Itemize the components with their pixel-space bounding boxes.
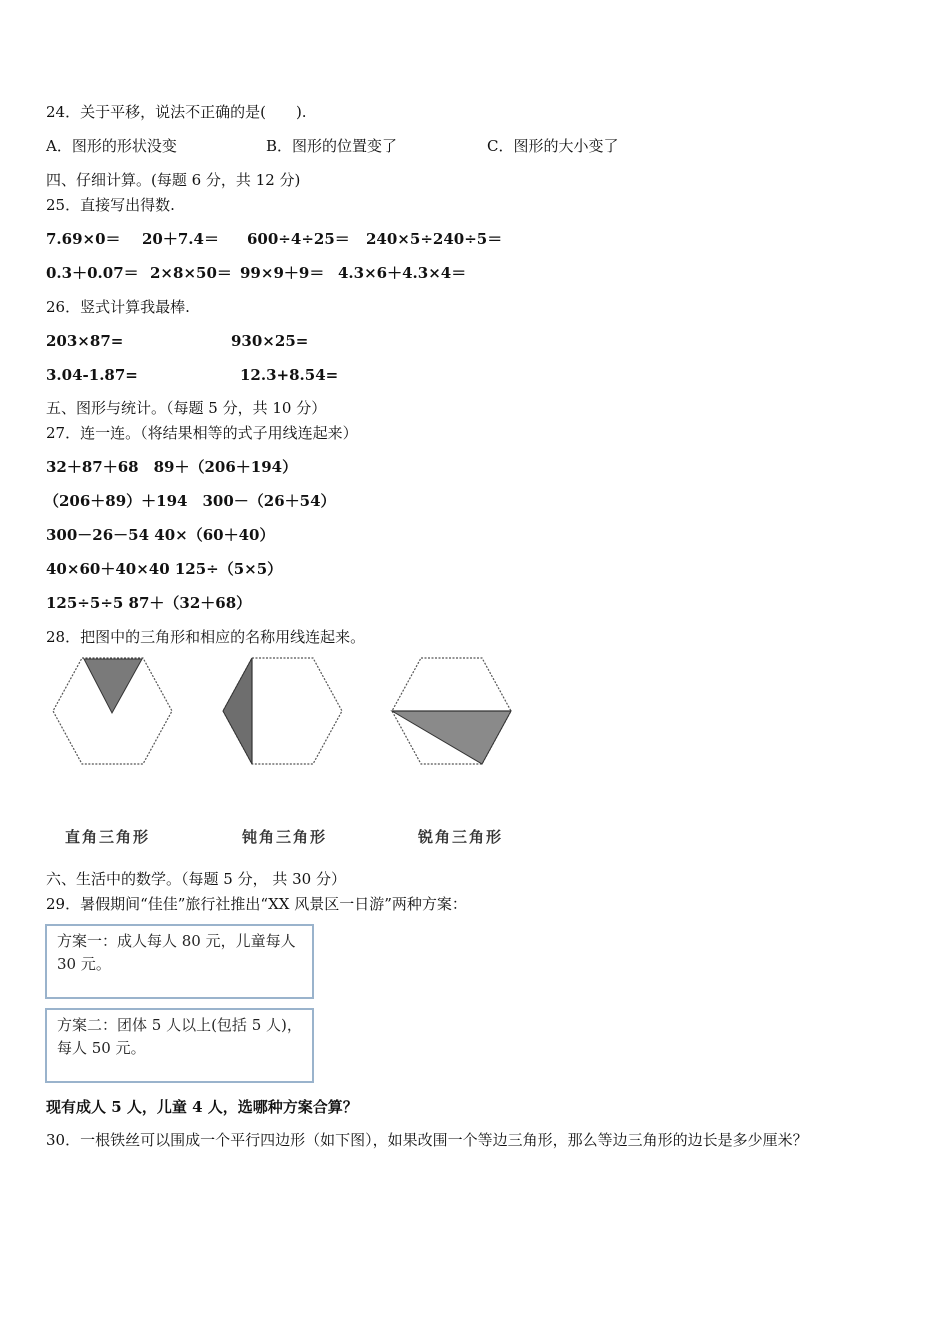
hexagon-figure-1: [50, 655, 175, 767]
hexagon-figure-2: [220, 655, 345, 767]
q27-row: 40×60＋40×40 125÷（5×5）: [46, 560, 283, 578]
q26-item: 3.04-1.87=: [46, 366, 138, 384]
q26-item: 930×25=: [231, 332, 309, 350]
q25-item: 99×9＋9＝: [240, 264, 325, 282]
q25-item: 4.3×6＋4.3×4＝: [338, 264, 467, 282]
q27-row: 125÷5÷5 87＋（32＋68）: [46, 594, 252, 612]
plan-two-text: 方案二：团体 5 人以上(包括 5 人)，每人 50 元。: [57, 1016, 302, 1057]
label-obtuse-triangle: 钝角三角形: [242, 828, 328, 846]
q26-stem: 26．竖式计算我最棒.: [46, 298, 190, 316]
q27-stem: 27．连一连。（将结果相等的式子用线连起来）: [46, 424, 358, 442]
q30-stem: 30．一根铁丝可以围成一个平行四边形（如下图），如果改围一个等边三角形，那么等边三角形的边长是多少厘米？: [46, 1131, 808, 1149]
plan-one-box: [45, 924, 314, 999]
q25-item: 20＋7.4＝: [142, 230, 219, 248]
q28-stem: 28．把图中的三角形和相应的名称用线连起来。: [46, 628, 366, 646]
q24-option-b: B．图形的位置变了: [266, 137, 398, 155]
q26-item: 203×87=: [46, 332, 124, 350]
q25-item: 2×8×50＝: [150, 264, 232, 282]
shaded-triangle: [223, 658, 252, 764]
q29-stem: 29．暑假期间“佳佳”旅行社推出“XX 风景区一日游”两种方案：: [46, 895, 467, 913]
q25-item: 600÷4÷25＝: [247, 230, 350, 248]
q27-row: 32＋87＋68 89＋（206＋194）: [46, 458, 298, 476]
q27-row: 300－26－54 40×（60＋40）: [46, 526, 275, 544]
q24-stem: 24．关于平移，说法不正确的是( ).: [46, 103, 307, 121]
q25-item: 0.3＋0.07＝: [46, 264, 139, 282]
plan-two-box: [45, 1008, 314, 1083]
q25-stem: 25．直接写出得数.: [46, 196, 175, 214]
section5-title: 五、图形与统计。（每题 5 分，共 10 分）: [46, 399, 327, 417]
q27-row: （206＋89）＋194 300－（26＋54）: [44, 492, 336, 510]
q26-item: 12.3+8.54=: [240, 366, 339, 384]
plan-one-text: 方案一：成人每人 80 元，儿童每人 30 元。: [57, 932, 296, 973]
q25-item: 7.69×0＝: [46, 230, 121, 248]
hexagon-figure-3: [389, 655, 514, 767]
label-right-triangle: 直角三角形: [65, 828, 151, 846]
q24-option-a: A．图形的形状没变: [46, 137, 177, 155]
section6-title: 六、生活中的数学。（每题 5 分， 共 30 分）: [46, 870, 346, 888]
q29-question: 现有成人 5 人，儿童 4 人，选哪种方案合算？: [46, 1098, 358, 1116]
q24-option-c: C．图形的大小变了: [487, 137, 619, 155]
label-acute-triangle: 锐角三角形: [418, 828, 504, 846]
q25-item: 240×5÷240÷5＝: [366, 230, 503, 248]
section4-title: 四、仔细计算。(每题 6 分，共 12 分): [46, 171, 301, 189]
